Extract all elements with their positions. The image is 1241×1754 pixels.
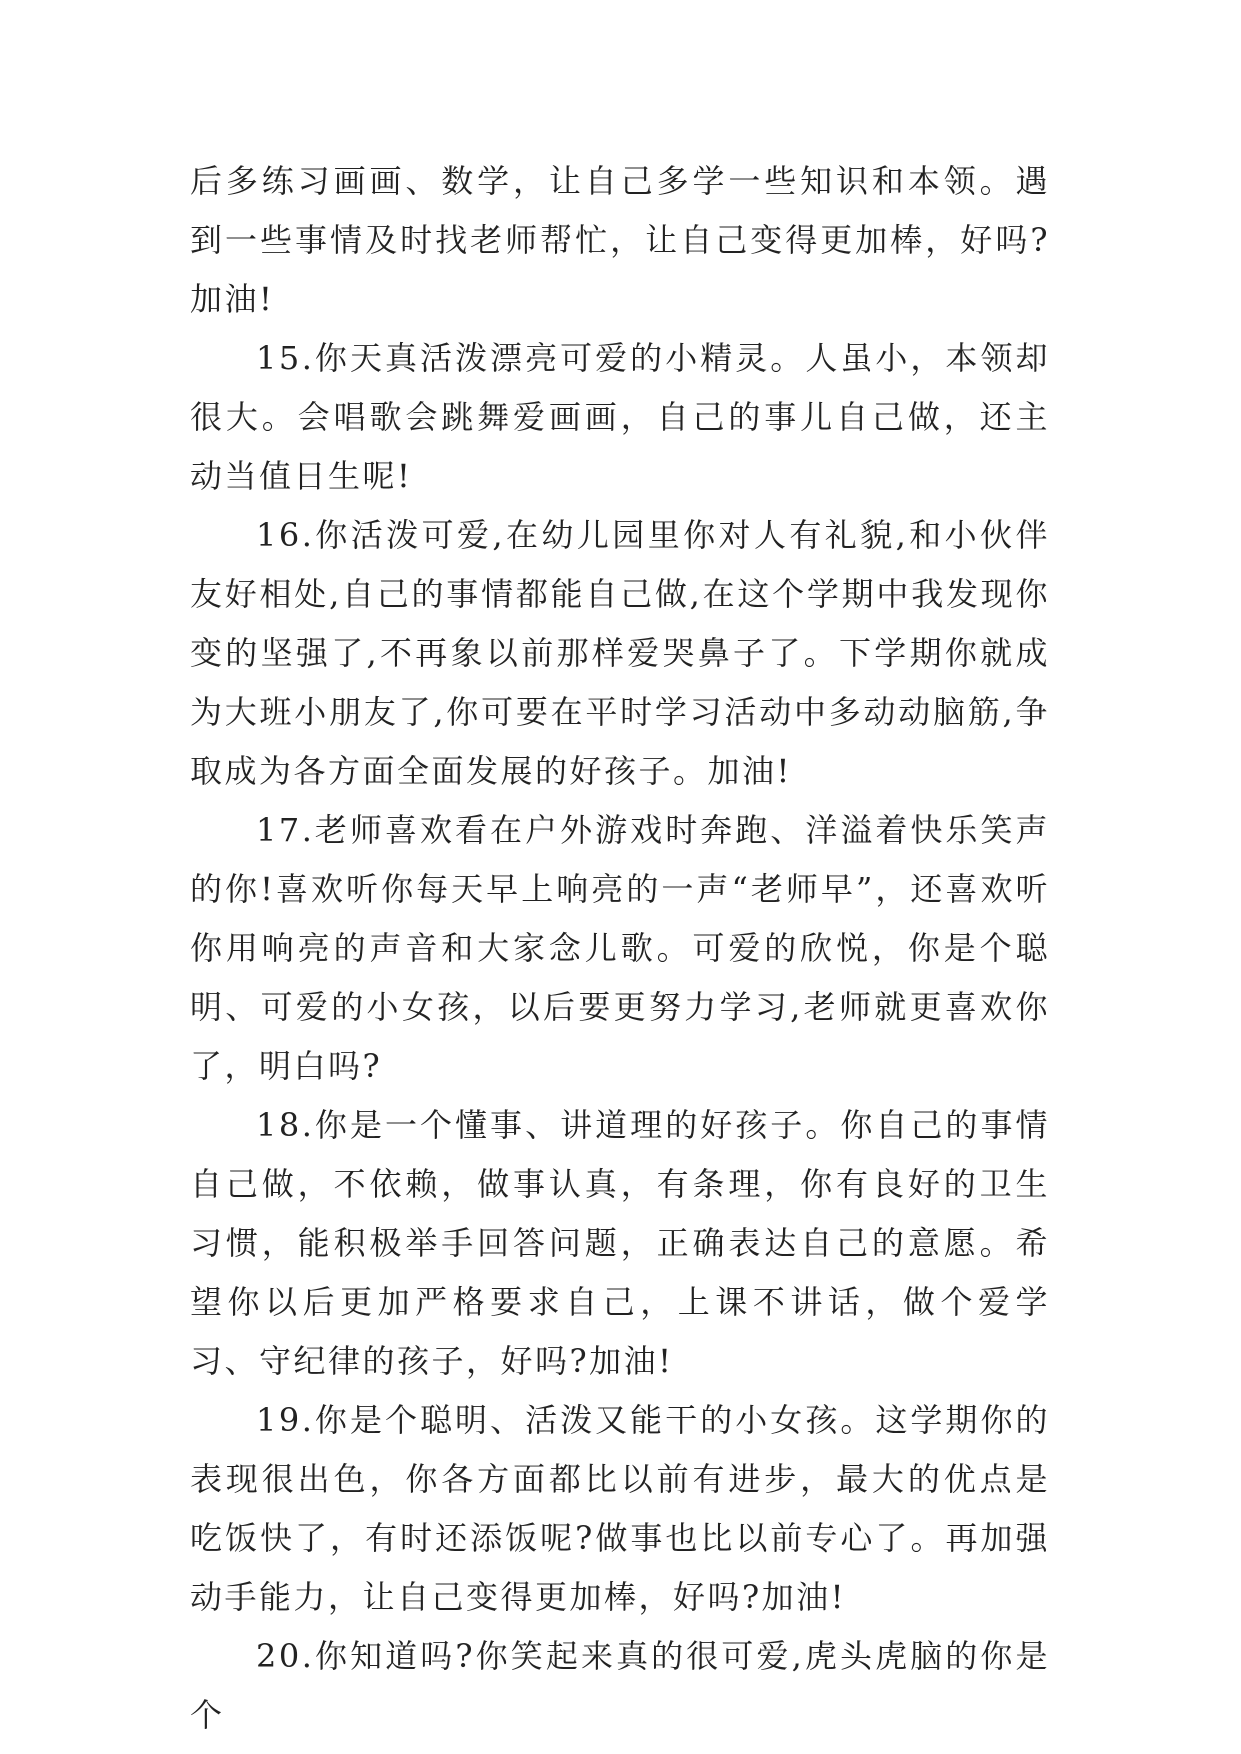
paragraph: 17.老师喜欢看在户外游戏时奔跑、洋溢着快乐笑声的你!喜欢听你每天早上响亮的一声“老师早”，还喜欢听你用响亮的声音和大家念儿歌。可爱的欣悦，你是个聪明、可爱的小女孩，以后要更努力学习,老师就更喜欢你了，明白吗? <box>190 811 1050 1085</box>
paragraph: 16.你活泼可爱,在幼儿园里你对人有礼貌,和小伙伴友好相处,自己的事情都能自己做,在这个学期中我发现你变的坚强了,不再象以前那样爱哭鼻子了。下学期你就成为大班小朋友了,你可要在平时学习活动中多动动脑筋,争取成为各方面全面发展的好孩子。加油! <box>190 516 1050 790</box>
paragraph: 15.你天真活泼漂亮可爱的小精灵。人虽小，本领却很大。会唱歌会跳舞爱画画，自己的事儿自己做，还主动当值日生呢! <box>190 339 1050 495</box>
paragraph: 18.你是一个懂事、讲道理的好孩子。你自己的事情自己做，不依赖，做事认真，有条理，你有良好的卫生习惯，能积极举手回答问题，正确表达自己的意愿。希望你以后更加严格要求自己，上课不讲话，做个爱学习、守纪律的孩子，好吗?加油! <box>190 1106 1050 1380</box>
paragraph: 后多练习画画、数学，让自己多学一些知识和本领。遇到一些事情及时找老师帮忙，让自己变得更加棒，好吗?加油! <box>190 162 1050 318</box>
document-body <box>190 152 1050 1745</box>
paragraph: 19.你是个聪明、活泼又能干的小女孩。这学期你的表现很出色，你各方面都比以前有进步，最大的优点是吃饭快了，有时还添饭呢?做事也比以前专心了。再加强动手能力，让自己变得更加棒，好吗?加油! <box>190 1401 1050 1616</box>
paragraph: 20.你知道吗?你笑起来真的很可爱,虎头虎脑的你是个 <box>190 1637 1050 1734</box>
